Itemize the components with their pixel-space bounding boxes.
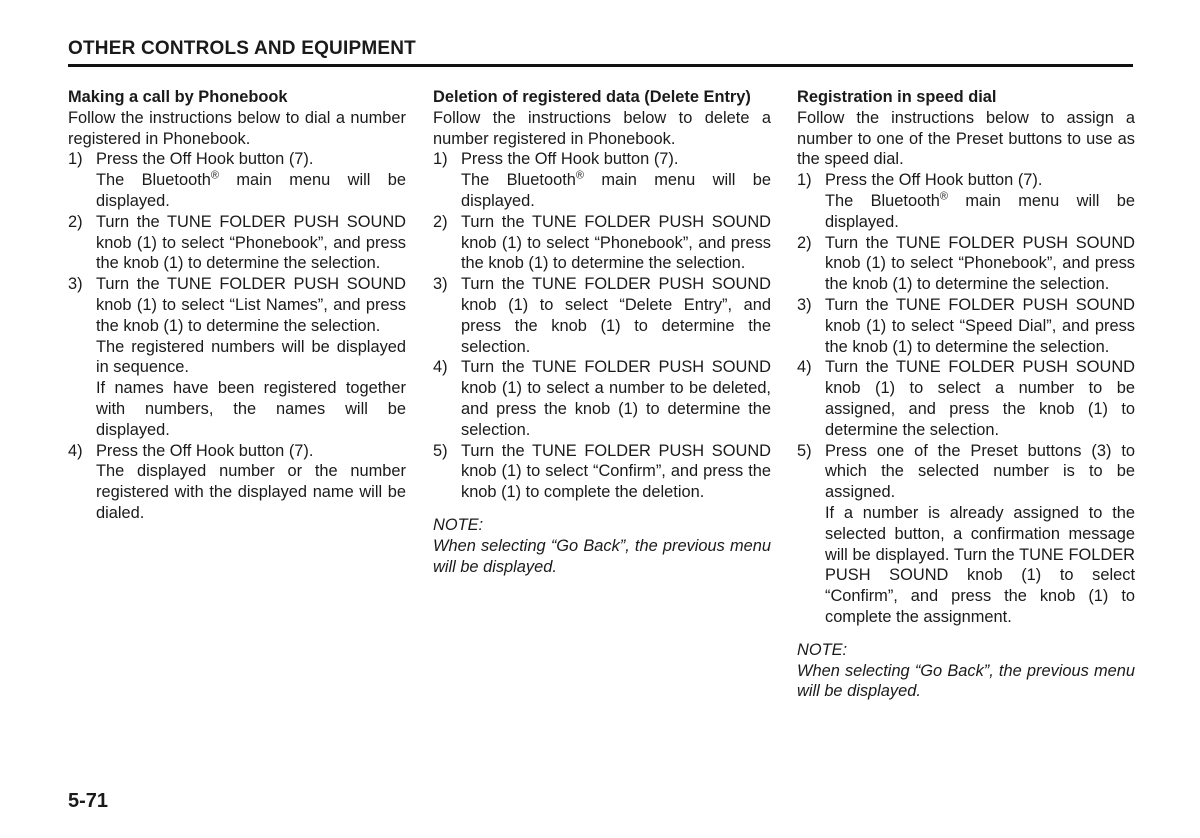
step-item <box>797 233 1135 295</box>
section-heading: Deletion of registered data (Delete Entry) <box>433 88 751 106</box>
step-text: Press one of the Preset buttons (3) to which the selected number is to be assigned. <box>825 441 1135 502</box>
step-text: Press the Off Hook button (7). <box>96 441 314 460</box>
step-text: Turn the TUNE FOLDER PUSH SOUND knob (1) to select “Phonebook”, and press the knob (1) to determine the selection. <box>96 212 406 273</box>
step-number: 5) <box>433 441 448 460</box>
step-item <box>68 212 406 274</box>
step-item <box>797 170 1135 232</box>
step-number: 4) <box>433 358 448 377</box>
step-item <box>68 274 406 440</box>
page-header <box>68 38 1133 67</box>
page-number: 5-71 <box>68 790 109 812</box>
step-text: Turn the TUNE FOLDER PUSH SOUND knob (1) to select “List Names”, and press the knob (1) to determine the selection. <box>96 275 406 335</box>
step-item <box>797 441 1135 628</box>
step-number: 1) <box>433 150 448 169</box>
step-item <box>433 357 771 440</box>
step-text: Turn the TUNE FOLDER PUSH SOUND knob (1) to select “Speed Dial”, and press the knob (1) to determine the selection. <box>825 295 1135 356</box>
section-heading: Making a call by Phonebook <box>68 88 288 106</box>
step-text: Press the Off Hook button (7). <box>96 150 314 169</box>
step-text: Turn the TUNE FOLDER PUSH SOUND knob (1) to select a number to be deleted, and press the knob (1) to determine the selection. <box>461 358 771 439</box>
step-text: Turn the TUNE FOLDER PUSH SOUND knob (1) to select “Phonebook”, and press the knob (1) to determine the selection. <box>461 212 771 273</box>
section-title: OTHER CONTROLS AND EQUIPMENT <box>68 38 416 59</box>
step-item <box>797 295 1135 357</box>
registered-mark: ® <box>939 190 948 203</box>
step-text: Turn the TUNE FOLDER PUSH SOUND knob (1) to select “Confirm”, and press the knob (1) to complete the deletion. <box>461 441 771 502</box>
step-text: If a number is already assigned to the selected button, a confirmation message will be displayed. Turn the TUNE FOLDER PUSH SOUND knob (1) to select “Confirm”, and press the knob (1) to complete the assignment. <box>825 503 1135 626</box>
step-text: The registered numbers will be displayed in sequence. <box>96 337 406 377</box>
step-item <box>797 357 1135 440</box>
step-item <box>433 149 771 211</box>
step-text: Turn the TUNE FOLDER PUSH SOUND knob (1) to select a number to be assigned, and press the knob (1) to determine the selection. <box>825 358 1135 439</box>
step-text: The displayed number or the number registered with the displayed name will be dialed. <box>96 462 406 522</box>
intro-text: Follow the instructions below to dial a number registered in Phonebook. <box>68 108 406 148</box>
step-text: The Bluetooth® main menu will be displayed. <box>825 190 1135 231</box>
step-number: 4) <box>797 358 812 377</box>
step-item <box>68 441 406 524</box>
step-text: Press the Off Hook button (7). <box>825 171 1043 190</box>
step-text: The Bluetooth® main menu will be displayed. <box>96 169 406 210</box>
step-number: 1) <box>797 171 812 190</box>
step-number: 2) <box>797 233 812 252</box>
note-label: NOTE: <box>797 640 848 659</box>
step-text: Turn the TUNE FOLDER PUSH SOUND knob (1) to select “Delete Entry”, and press the knob (1) to determine the selection. <box>461 275 771 356</box>
step-number: 2) <box>68 212 83 231</box>
intro-text: Follow the instructions below to delete a number registered in Phonebook. <box>433 108 771 148</box>
step-text: Turn the TUNE FOLDER PUSH SOUND knob (1) to select “Phonebook”, and press the knob (1) to determine the selection. <box>825 233 1135 294</box>
registered-mark: ® <box>575 169 584 182</box>
note-text: When selecting “Go Back”, the previous menu will be displayed. <box>433 536 771 576</box>
step-number: 3) <box>68 275 83 294</box>
registered-mark: ® <box>210 169 219 182</box>
step-number: 3) <box>433 275 448 294</box>
step-item <box>433 441 771 503</box>
step-item <box>433 274 771 357</box>
step-text: Press the Off Hook button (7). <box>461 150 679 169</box>
step-number: 3) <box>797 295 812 314</box>
step-number: 2) <box>433 212 448 231</box>
note-text: When selecting “Go Back”, the previous menu will be displayed. <box>797 661 1135 701</box>
column-speed-dial <box>797 87 1135 702</box>
note-label: NOTE: <box>433 515 484 534</box>
step-number: 1) <box>68 150 83 169</box>
step-text: If names have been registered together with numbers, the names will be displayed. <box>96 379 406 439</box>
column-delete-entry <box>433 87 771 577</box>
step-item <box>68 149 406 211</box>
step-text: The Bluetooth® main menu will be displayed. <box>461 169 771 210</box>
step-item <box>433 212 771 274</box>
intro-text: Follow the instructions below to assign a number to one of the Preset buttons to use as the speed dial. <box>797 108 1135 169</box>
section-heading: Registration in speed dial <box>797 88 997 106</box>
column-phonebook-call <box>68 87 406 524</box>
step-number: 5) <box>797 441 812 460</box>
step-number: 4) <box>68 441 83 460</box>
